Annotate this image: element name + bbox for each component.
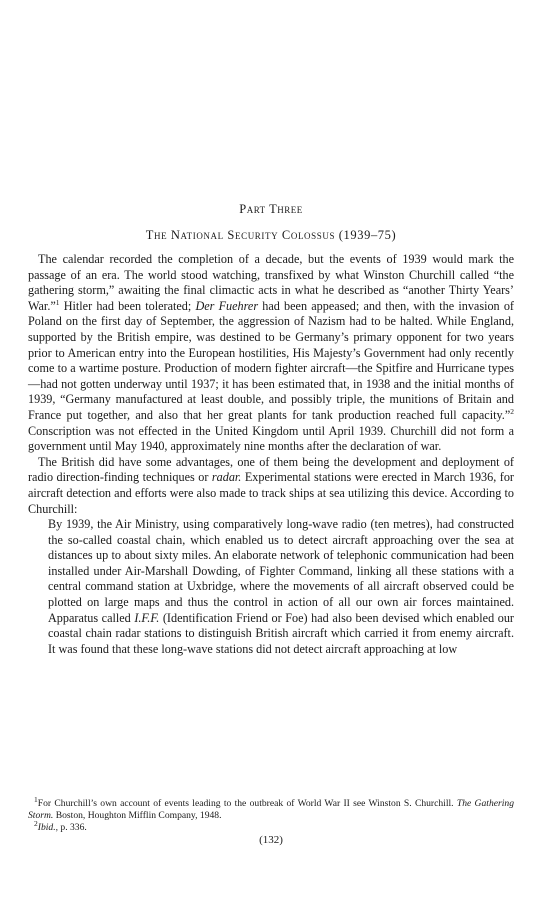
footnote-2-mark: 2 — [34, 818, 38, 828]
footnote-1-mark: 1 — [34, 794, 38, 804]
body-text — [28, 252, 514, 657]
paragraph-1 — [28, 252, 514, 455]
page-number: (132) — [259, 834, 283, 846]
part-heading: Part Three — [239, 202, 303, 216]
footnote-ref-2: 2 — [510, 406, 514, 416]
footnote-2-italic: Ibid., — [37, 822, 59, 833]
footnote-ref-1: 1 — [55, 297, 60, 307]
paragraph-1-italic: Der Fuehrer — [195, 298, 259, 313]
paragraph-2-text-a: The British did have some advantages, one of them being the development and deployment of radio direction-finding techniques or — [28, 454, 514, 485]
paragraph-1-text-d: Conscription was not effected in the United Kingdom until April 1939. Churchill did not form a government until May 1940, approximately nine months after the declaration of war. — [28, 423, 514, 454]
quote-text-a: By 1939, the Air Ministry, using comparatively long-wave radio (ten metres), had constructed the so-called coastal chain, which enabled us to detect aircraft approaching over the sea at distances up to about sixty miles. An elaborate network of telephonic communication had been installed under Air-Marshall Dowding, of Fighter Command, linking all these stations with a central command station at Uxbridge, where the movements of all aircraft observed could be plotted on large maps and thus the control in action of all our own air forces maintained. Apparatus called — [48, 517, 514, 625]
paragraph-1-text-b: Hitler had been tolerated; — [59, 298, 196, 313]
footnote-1-italic: The Gathering Storm. — [28, 798, 514, 821]
footnote-2 — [28, 818, 514, 834]
quote-italic: I.F.F. — [134, 610, 160, 625]
footnote-2-text: p. 336. — [58, 822, 87, 833]
footnote-1 — [28, 794, 514, 822]
quote-text-b: (Identification Friend or Foe) had also been devised which enabled our coastal chain radar stations to distinguish British aircraft which carried it from enemy aircraft. It was found that these long-wave stations did not detect aircraft approaching at low — [48, 610, 514, 656]
paragraph-1-text-a: The calendar recorded the completion of a decade, but the events of 1939 would mark the passage of an era. The world stood watching, transfixed by what Winston Churchill called “the gathering storm,” awaiting the final climactic acts in what he described as “another Thirty Years’ War.” — [28, 252, 514, 313]
paragraph-2 — [28, 455, 514, 517]
document-page — [28, 0, 514, 901]
footnotes — [28, 794, 514, 834]
block-quote — [48, 517, 514, 657]
paragraph-1-text-c: had been appeased; and then, with the invasion of Poland on the first day of September, the aggression of Nazism had to be halted. While England, supported by the British empire, was destined to be Germany’s primary opponent for two years prior to American entry into the European hostilities, His Majesty’s Government had only recently come to a wartime posture. Production of modern fighter aircraft—the Spitfire and Hurricane types—had not gotten underway until 1937; it has been estimated that, in 1938 and the initial months of 1939, “Germany manufactured at least double, and possibly triple, the munitions of Britain and France put together, and also that her great plants for tank production reached full capacity.” — [28, 298, 514, 422]
paragraph-2-italic: radar. — [211, 470, 242, 485]
footnote-1-text-b: Boston, Houghton Mifflin Company, 1948. — [53, 810, 222, 821]
footnote-1-text-a: For Churchill’s own account of events leading to the outbreak of World War II see Winston S. Churchill. — [37, 798, 457, 809]
paragraph-2-text-b: Experimental stations were erected in March 1936, for aircraft detection and efforts were also made to track ships at sea utilizing this device. According to Churchill: — [28, 470, 514, 516]
chapter-heading: The National Security Colossus (1939–75) — [145, 228, 397, 242]
